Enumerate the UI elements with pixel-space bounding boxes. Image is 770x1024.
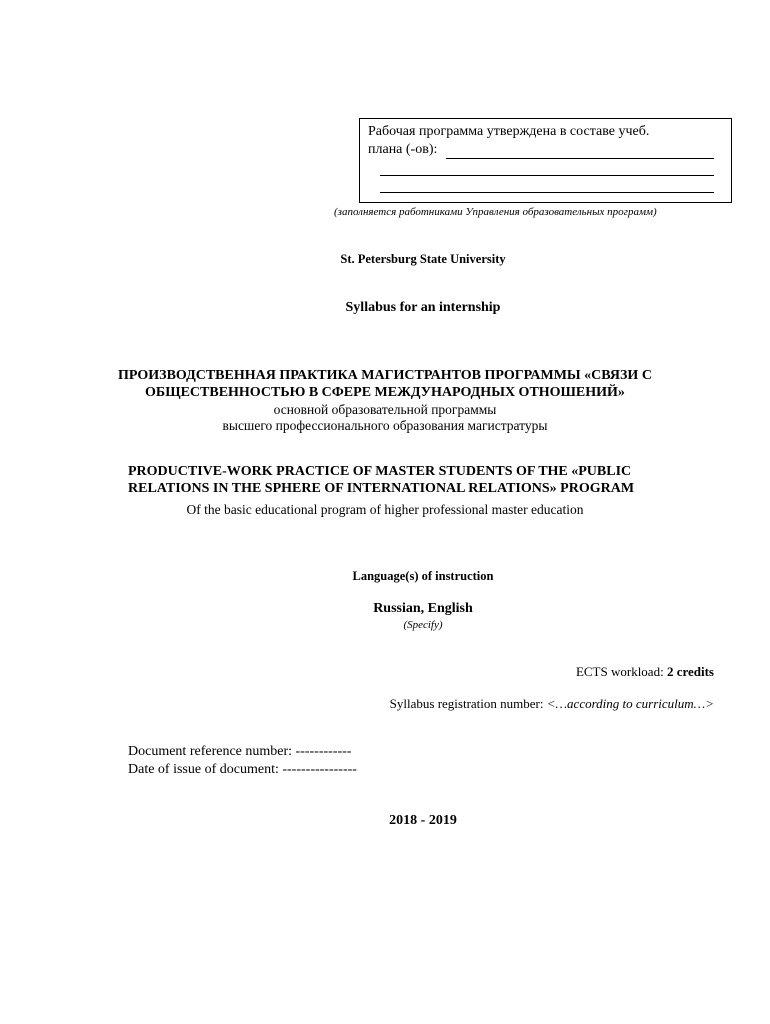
english-title: [128, 463, 634, 497]
approval-text-line1: Рабочая программа утверждена в составе учеб.: [368, 124, 650, 139]
english-title-line2: RELATIONS IN THE SPHERE OF INTERNATIONAL RELATIONS» PROGRAM: [128, 481, 635, 496]
ects-value: 2 credits: [666, 664, 714, 679]
registration-number: [390, 696, 714, 712]
russian-subtitle-line1: основной образовательной программы: [273, 402, 497, 417]
russian-title-line1: ПРОИЗВОДСТВЕННАЯ ПРАКТИКА МАГИСТРАНТОВ ПРОГРАММЫ «СВЯЗИ С: [118, 368, 652, 383]
russian-subtitle-line2: высшего профессионального образования магистратуры: [222, 418, 548, 433]
academic-years: 2018 - 2019: [389, 813, 457, 828]
language-label: Language(s) of instruction: [352, 569, 494, 583]
approval-box: [359, 118, 732, 203]
registration-label: Syllabus registration number:: [389, 696, 544, 711]
ects-label: ECTS workload:: [575, 664, 664, 679]
ects-workload: [576, 664, 714, 680]
approval-fill-line: [380, 192, 714, 193]
university-name: St. Petersburg State University: [340, 252, 506, 266]
document-reference: Document reference number: ------------: [128, 744, 352, 759]
russian-title: [0, 367, 770, 401]
approval-fill-line: [446, 158, 714, 159]
english-subtitle: Of the basic educational program of higher professional master education: [186, 502, 584, 517]
language-specify: (Specify): [403, 619, 443, 631]
approval-fill-line: [380, 175, 714, 176]
language-value: Russian, English: [373, 601, 473, 616]
syllabus-title: Syllabus for an internship: [345, 300, 501, 315]
registration-value: <…according to curriculum…>: [546, 696, 714, 711]
approval-note: (заполняется работниками Управления образовательных программ): [334, 206, 657, 218]
document-date: Date of issue of document: ----------------: [128, 762, 357, 777]
english-title-line1: PRODUCTIVE-WORK PRACTICE OF MASTER STUDENTS OF THE «PUBLIC: [128, 464, 632, 479]
approval-text-line2: плана (-ов):: [368, 142, 438, 157]
russian-title-line2: ОБЩЕСТВЕННОСТЬЮ В СФЕРЕ МЕЖДУНАРОДНЫХ ОТНОШЕНИЙ»: [145, 385, 625, 400]
